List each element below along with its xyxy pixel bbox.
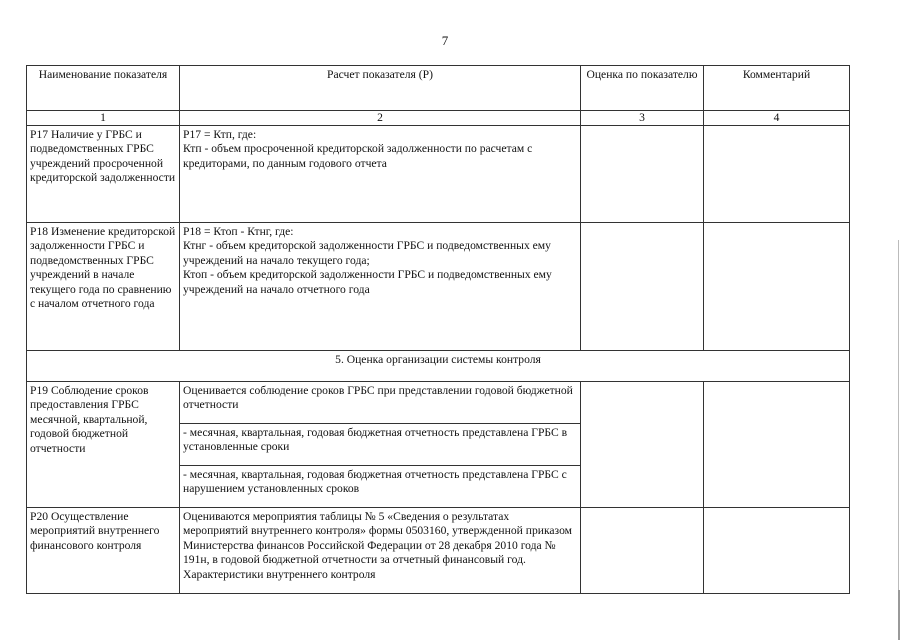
comment-cell — [704, 126, 850, 223]
header-calculation: Расчет показателя (Р) — [180, 66, 581, 111]
formula-description: Ктп - объем просроченной кредиторской задолженности по расчетам с кредиторами, по данным годового отчета — [183, 142, 533, 170]
criterion-option: - месячная, квартальная, годовая бюджетная отчетность представлена ГРБС с нарушением установленных сроков — [180, 466, 581, 508]
table-row-p19 — [27, 382, 850, 424]
table-header-row — [27, 66, 850, 111]
header-score: Оценка по показателю — [581, 66, 704, 111]
formula-description: Ктнг - объем кредиторской задолженности ГРБС и подведомственных ему учреждений на начало текущего года; — [183, 239, 551, 267]
column-number: 3 — [581, 111, 704, 126]
score-cell — [581, 508, 704, 594]
formula-line: Р17 = Ктп, где: — [183, 128, 257, 141]
comment-cell — [704, 223, 850, 351]
header-comment: Комментарий — [704, 66, 850, 111]
indicator-name: Р18 Изменение кредиторской задолженности ГРБС и подведомственных ГРБС учреждений в начале текущего года по сравнению с началом отчетного года — [27, 223, 180, 351]
indicator-calculation: Оценивается соблюдение сроков ГРБС при представлении годовой бюджетной отчетности — [180, 382, 581, 424]
score-cell — [581, 223, 704, 351]
table-row-p20 — [27, 508, 850, 594]
indicator-name: Р19 Соблюдение сроков предоставления ГРБС месячной, квартальной, годовой бюджетной отчетности — [27, 382, 180, 508]
score-cell — [581, 126, 704, 223]
column-number: 4 — [704, 111, 850, 126]
indicator-calculation — [180, 223, 581, 351]
table-row-p17 — [27, 126, 850, 223]
indicator-calculation — [180, 126, 581, 223]
indicator-calculation: Оцениваются мероприятия таблицы № 5 «Сведения о результатах мероприятий внутреннего контроля» формы 0503160, утвержденной приказом Министерства финансов Российской Федерации от 28 декабря 2010 года № 191н, в годовой бюджетной отчетности за отчетный финансовый год. Характеристики внутреннего контроля — [180, 508, 581, 594]
indicator-name: Р20 Осуществление мероприятий внутреннего финансового контроля — [27, 508, 180, 594]
header-indicator-name: Наименование показателя — [27, 66, 180, 111]
scan-edge-line — [898, 590, 900, 640]
column-number: 1 — [27, 111, 180, 126]
page-number: 7 — [441, 33, 449, 48]
formula-description: Ктоп - объем кредиторской задолженности ГРБС и подведомственных ему учреждений на начало отчетного года — [183, 268, 552, 296]
column-numbers-row — [27, 111, 850, 126]
column-number: 2 — [180, 111, 581, 126]
table-row-p18 — [27, 223, 850, 351]
comment-cell — [704, 382, 850, 508]
scan-edge-line — [898, 240, 899, 640]
indicator-table — [26, 65, 850, 594]
section-title: 5. Оценка организации системы контроля — [27, 351, 850, 382]
formula-line: Р18 = Ктоп - Ктнг, где: — [183, 225, 294, 238]
criterion-option: - месячная, квартальная, годовая бюджетная отчетность представлена ГРБС в установленные сроки — [180, 424, 581, 466]
indicator-name: Р17 Наличие у ГРБС и подведомственных ГРБС учреждений просроченной кредиторской задолженности — [27, 126, 180, 223]
section-row — [27, 351, 850, 382]
score-cell — [581, 382, 704, 508]
comment-cell — [704, 508, 850, 594]
